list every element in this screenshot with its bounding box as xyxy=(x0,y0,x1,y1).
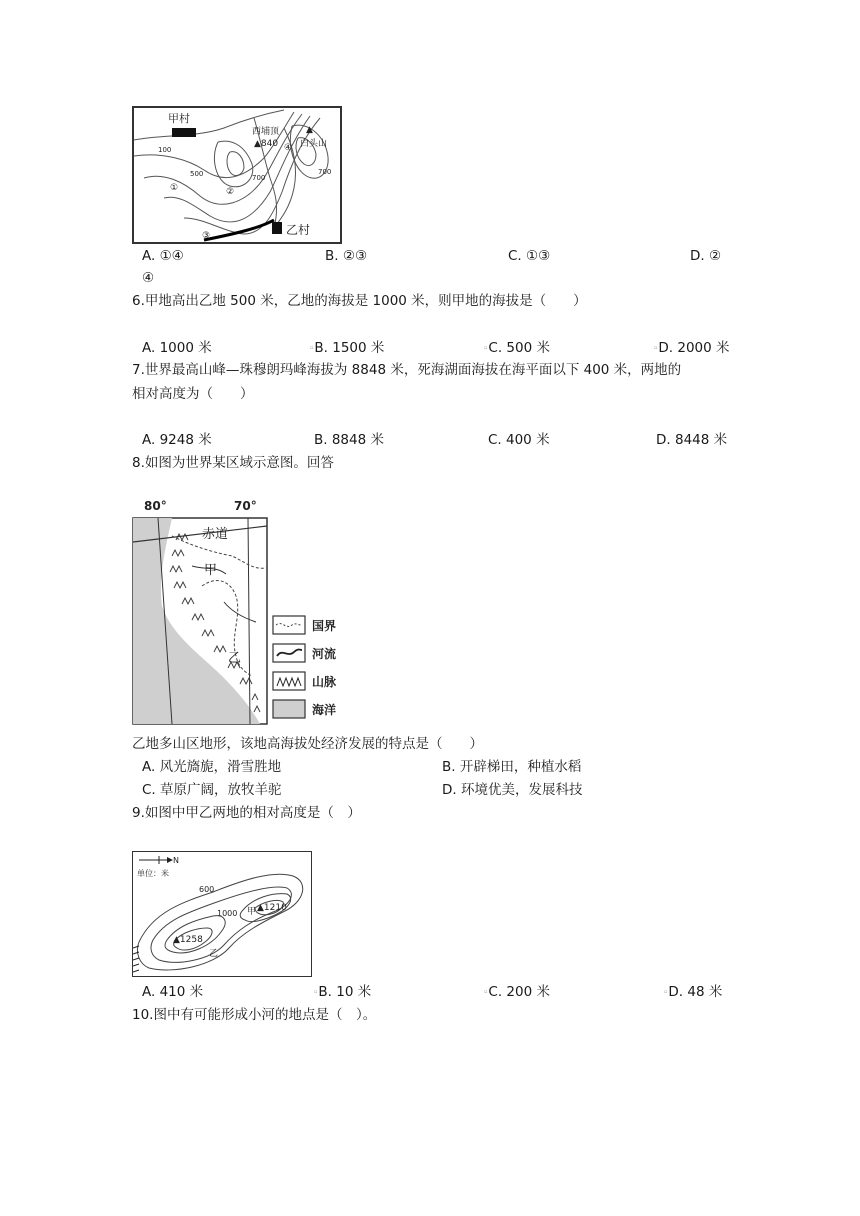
marker-4: ④ xyxy=(284,143,293,153)
point-b-label: 乙 xyxy=(209,949,219,959)
q8-option-c[interactable]: C. 草原广阔，放牧羊驼 xyxy=(142,782,282,798)
marker-1: ① xyxy=(170,183,179,193)
equator-label: 赤道 xyxy=(202,527,229,542)
q5-option-d-cont: ④ xyxy=(142,270,155,286)
contour-map-figure-2 xyxy=(132,851,312,977)
q7-option-d[interactable]: D. 8448 米 xyxy=(656,432,728,448)
ocean-legend-icon xyxy=(273,700,305,718)
legend-svg xyxy=(272,614,352,724)
region-a-label: 甲 xyxy=(204,563,218,578)
contour-map-figure-1 xyxy=(132,106,342,244)
point-a-elevation: ▲1210 xyxy=(257,903,287,913)
legend-mountain-label: 山脉 xyxy=(312,675,337,689)
q9-option-a[interactable]: A. 410 米 xyxy=(142,984,204,1000)
contour-label-700b: 700 xyxy=(318,168,332,176)
contour-map-1-svg xyxy=(134,108,340,242)
q8-option-a[interactable]: A. 风光旖旎，滑雪胜地 xyxy=(142,759,282,775)
longitude-70-label: 70° xyxy=(234,499,257,513)
unit-label: 单位：米 xyxy=(137,869,169,878)
q5-option-b[interactable]: B. ②③ xyxy=(325,248,368,264)
north-label: N xyxy=(173,856,179,865)
contour-map-2-svg xyxy=(133,852,311,976)
legend-ocean-label: 海洋 xyxy=(312,703,337,717)
q7-stem-line1: 7.世界最高山峰—珠穆朗玛峰海拔为 8848 米，死海湖面海拔在海平面以下 400 米，两地的 xyxy=(132,362,682,378)
q6-stem: 6.甲地高出乙地 500 米，乙地的海拔是 1000 米，则甲地的海拔是（ ） xyxy=(132,293,587,309)
contour-label-500: 500 xyxy=(190,170,204,178)
village-a-marker xyxy=(172,128,196,137)
q6-option-c[interactable]: ▫C. 500 米 xyxy=(484,340,550,356)
q7-stem-line2: 相对高度为（ ） xyxy=(132,386,254,402)
village-a-label: 甲村 xyxy=(168,112,190,125)
village-b-marker xyxy=(272,222,282,234)
q8-sub-stem: 乙地多山区地形，该地高海拔处经济发展的特点是（ ） xyxy=(132,736,483,752)
point-b-elevation: ▲1258 xyxy=(173,935,203,945)
q5-option-c[interactable]: C. ①③ xyxy=(508,248,551,264)
contour-label-1000: 1000 xyxy=(217,909,238,918)
q5-option-d[interactable]: D. ② xyxy=(690,248,722,264)
marker-2: ② xyxy=(226,187,235,197)
mountain-label: 白头山 xyxy=(300,139,328,149)
q5-option-a[interactable]: A. ①④ xyxy=(142,248,184,264)
marker-3: ③ xyxy=(202,231,211,241)
peak-elevation: ▲840 xyxy=(254,139,279,149)
village-b-label: 乙村 xyxy=(286,223,311,237)
q9-option-d[interactable]: ▫D. 48 米 xyxy=(664,984,723,1000)
cliff-hatching xyxy=(133,946,139,972)
region-b-label: 乙 xyxy=(228,651,242,666)
q10-stem: 10.图中有可能形成小河的地点是（ ）。 xyxy=(132,1007,377,1023)
legend-river-label: 河流 xyxy=(312,647,337,661)
legend-border-label: 国界 xyxy=(312,619,337,633)
q7-option-c[interactable]: C. 400 米 xyxy=(488,432,550,448)
q8-option-b[interactable]: B. 开辟梯田，种植水稻 xyxy=(442,759,582,775)
mountain-peak-icon: ▲ xyxy=(306,125,313,135)
q9-option-b[interactable]: ▫B. 10 米 xyxy=(314,984,372,1000)
point-a-label: 甲 xyxy=(247,907,257,917)
contour-label-600: 600 xyxy=(199,885,215,894)
contour-label-100: 100 xyxy=(158,146,172,154)
q6-option-b[interactable]: ▫B. 1500 米 xyxy=(310,340,385,356)
peak-name: 西埔顶 xyxy=(252,127,280,137)
q6-option-a[interactable]: A. 1000 米 xyxy=(142,340,212,356)
map-legend xyxy=(272,614,352,724)
longitude-80-label: 80° xyxy=(144,499,167,513)
q9-option-c[interactable]: ▫C. 200 米 xyxy=(484,984,550,1000)
q7-option-b[interactable]: B. 8848 米 xyxy=(314,432,384,448)
q8-option-d[interactable]: D. 环境优美，发展科技 xyxy=(442,782,583,798)
contour-label-700a: 700 xyxy=(252,174,266,182)
q8-stem: 8.如图为世界某区域示意图。回答 xyxy=(132,455,334,471)
q7-option-a[interactable]: A. 9248 米 xyxy=(142,432,212,448)
q6-option-d[interactable]: ▫D. 2000 米 xyxy=(654,340,730,356)
q9-stem: 9.如图中甲乙两地的相对高度是（ ） xyxy=(132,805,361,821)
